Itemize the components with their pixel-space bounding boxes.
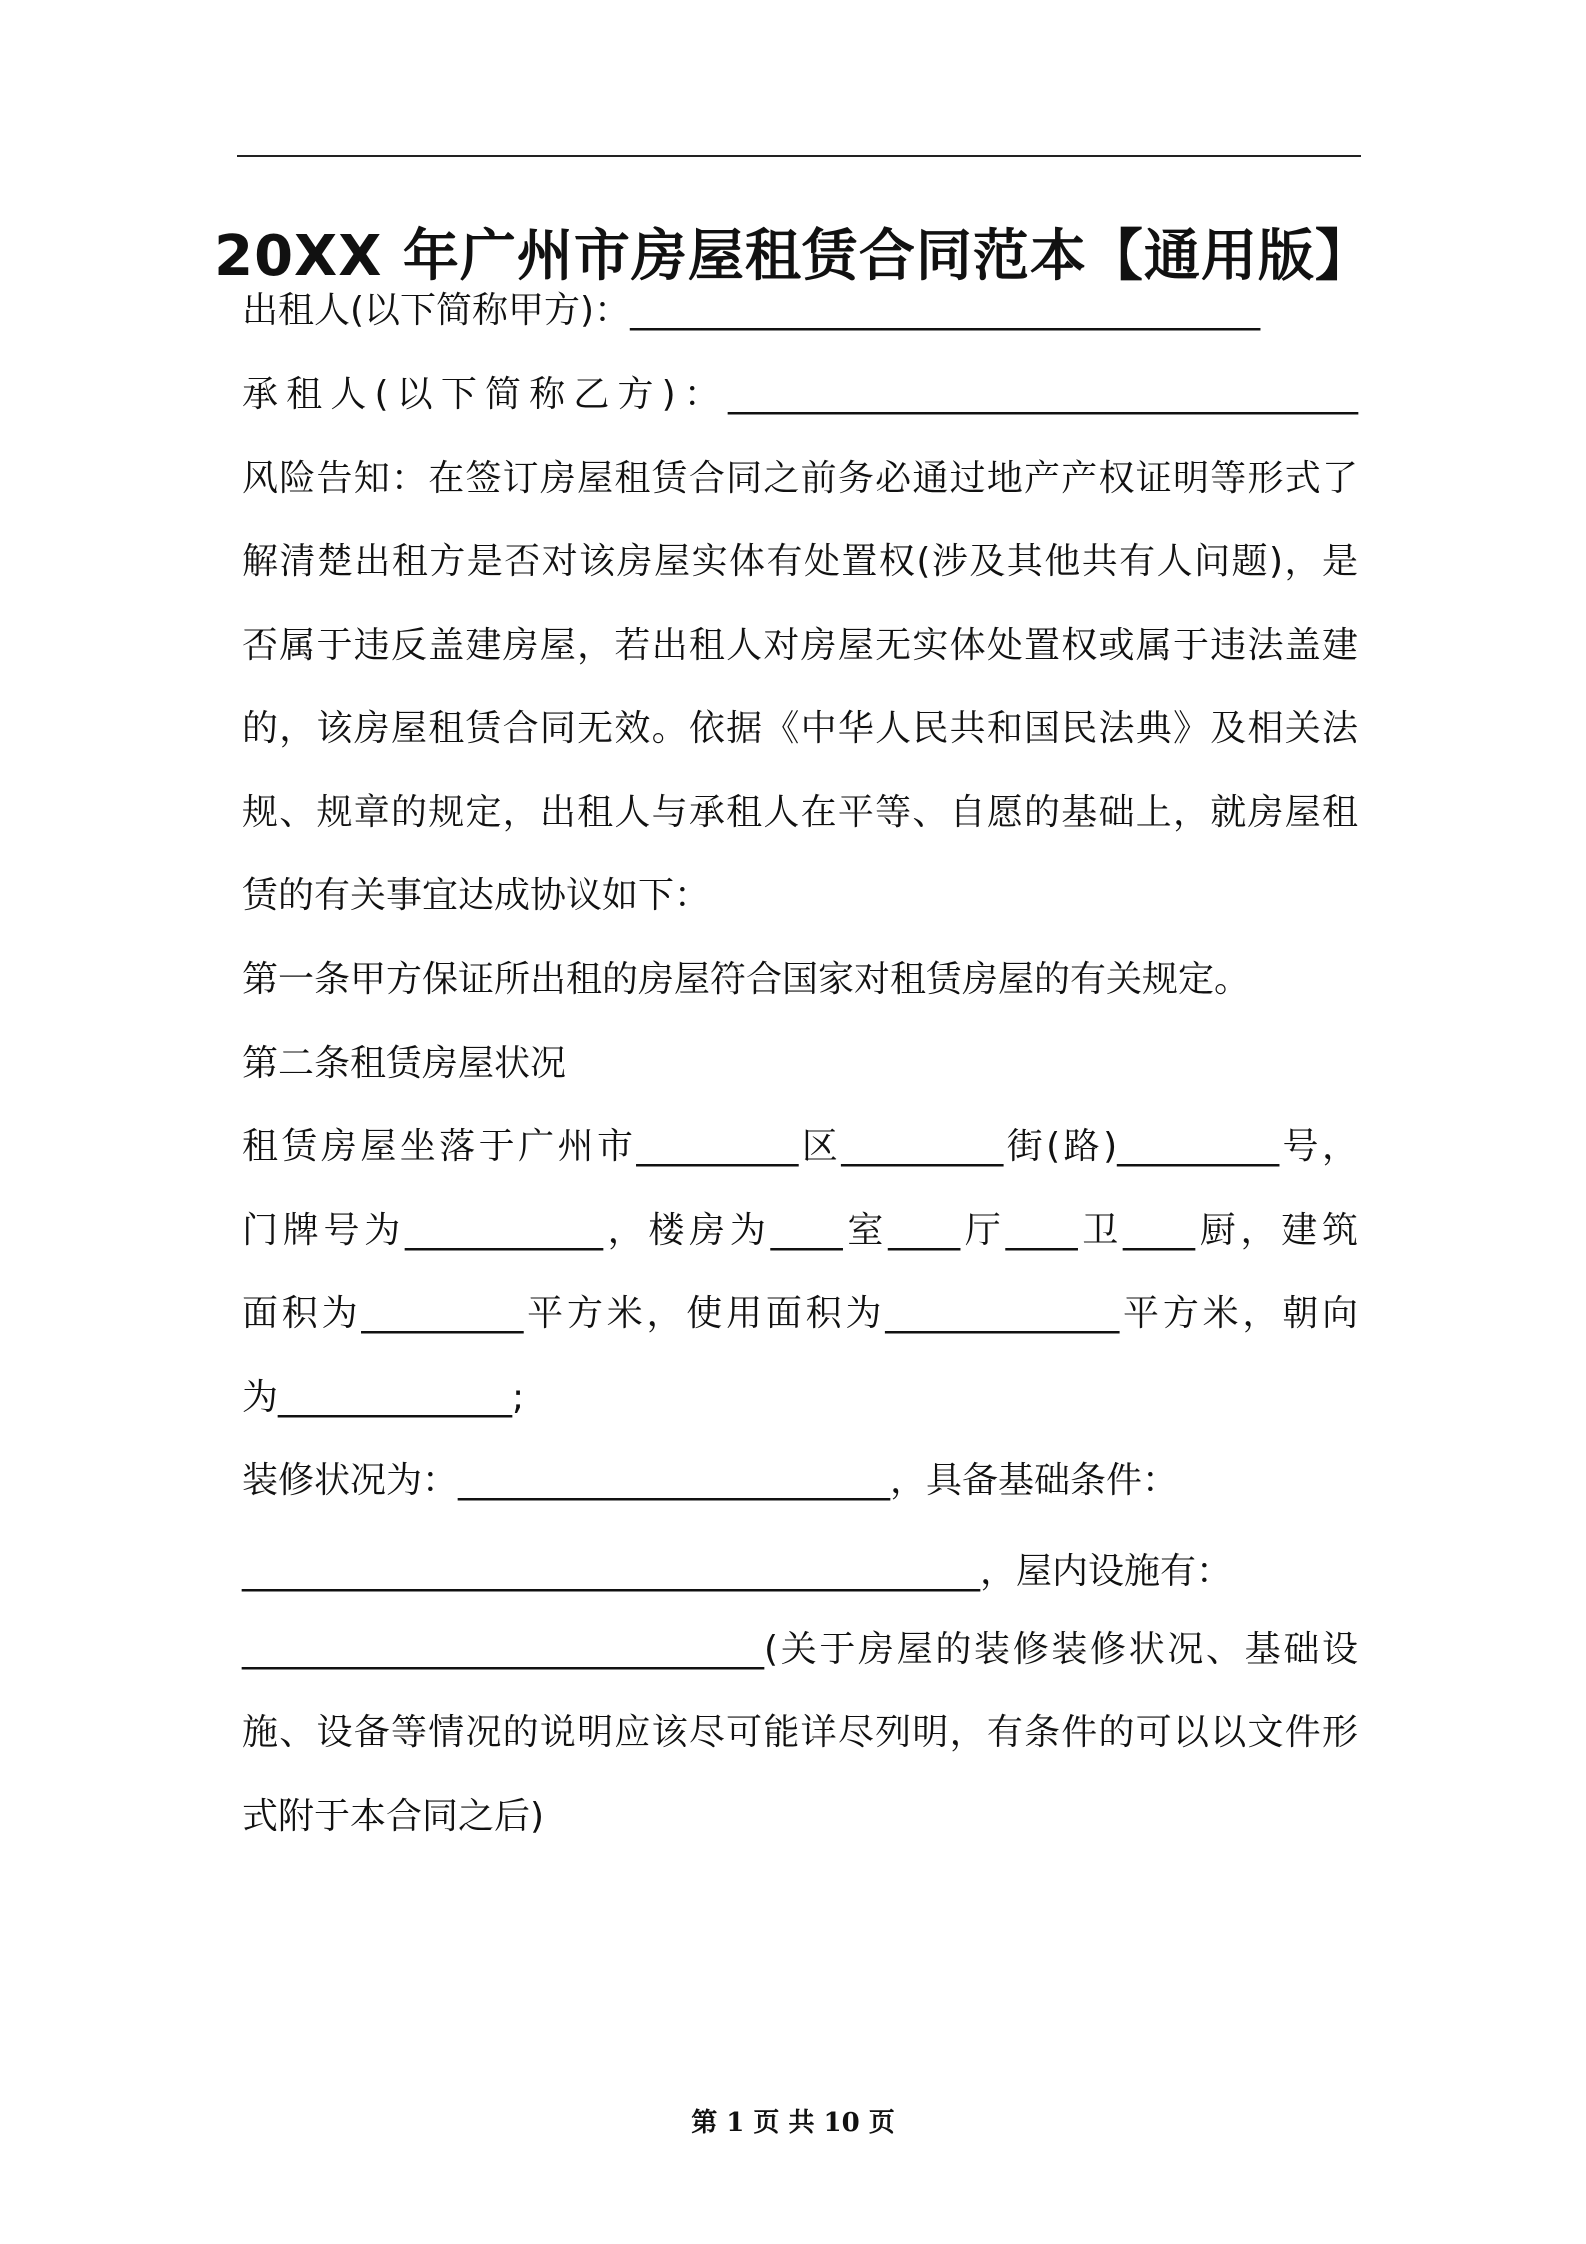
body-line: _____________________________(关于房屋的装修装修状况、基础设 [242, 1629, 1358, 1670]
body-line: 式附于本合同之后) [242, 1796, 545, 1837]
body-line: 规、规章的规定，出租人与承租人在平等、自愿的基础上，就房屋租 [242, 792, 1358, 833]
body-line: 赁的有关事宜达成协议如下： [242, 875, 711, 916]
body-line: 为_____________; [242, 1377, 525, 1418]
body-line: 风险告知：在签订房屋租赁合同之前务必通过地产产权证明等形式了 [242, 458, 1358, 499]
body-line: 解清楚出租方是否对该房屋实体有处置权(涉及其他共有人问题)，是 [242, 541, 1358, 582]
body-line: 承租人(以下简称乙方)：___________________________________ [242, 374, 1358, 415]
body-line: 面积为_________平方米，使用面积为_____________平方米，朝向 [242, 1293, 1358, 1334]
body-line: _________________________________________，屋内设施有： [242, 1551, 1233, 1592]
body-line: 否属于违反盖建房屋，若出租人对房屋无实体处置权或属于违法盖建 [242, 625, 1358, 666]
document-title: 20XX 年广州市房屋租赁合同范本【通用版】 [214, 224, 1372, 289]
body-line: 的，该房屋租赁合同无效。依据《中华人民共和国民法典》及相关法 [242, 708, 1358, 749]
header-rule [237, 155, 1361, 157]
body-line: 施、设备等情况的说明应该尽可能详尽列明，有条件的可以以文件形 [242, 1712, 1358, 1753]
body-line: 第一条甲方保证所出租的房屋符合国家对租赁房屋的有关规定。 [242, 959, 1251, 1000]
body-line: 租赁房屋坐落于广州市_________区_________街(路)_________号， [242, 1126, 1358, 1167]
body-line: 装修状况为：________________________，具备基础条件： [242, 1460, 1179, 1501]
body-line: 门牌号为___________，楼房为____室____厅____卫____厨，建筑 [242, 1210, 1358, 1251]
page-number: 第 1 页 共 10 页 [691, 2108, 895, 2138]
body-line: 出租人(以下简称甲方)：___________________________________ [242, 290, 1261, 331]
body-line: 第二条租赁房屋状况 [242, 1043, 567, 1084]
